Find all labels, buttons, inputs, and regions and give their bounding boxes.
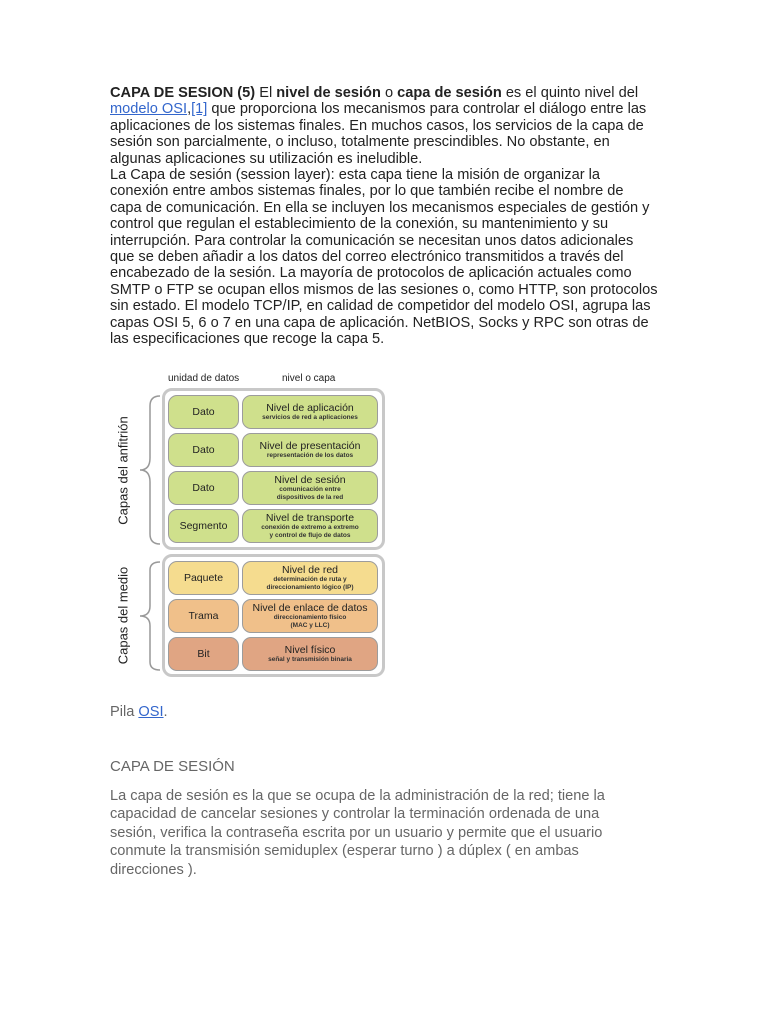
level-desc: determinación de ruta y direccionamiento lógico (IP) <box>266 575 354 591</box>
level-name: Nivel físico <box>284 643 336 656</box>
unit-label: Paquete <box>183 571 224 584</box>
level-cell <box>242 561 378 595</box>
header-unit: unidad de datos <box>168 373 240 384</box>
term-nivel-de-sesion: nivel de sesión <box>276 85 381 101</box>
level-cell <box>242 637 378 671</box>
link-reference-1[interactable]: [1] <box>191 101 208 118</box>
text-fragment: o <box>380 85 398 101</box>
unit-label: Bit <box>197 647 210 660</box>
brace-media-icon <box>140 562 160 670</box>
unit-label: Trama <box>188 609 219 622</box>
level-cell <box>242 599 378 633</box>
text-fragment: es el quinto nivel del <box>501 85 639 101</box>
figure-caption <box>110 704 168 720</box>
level-desc: conexión de extremo a extremo y control de flujo de datos <box>261 523 359 539</box>
term-capa-de-sesion: capa de sesión <box>397 85 502 101</box>
unit-cell <box>168 599 239 633</box>
side-label-host: Capas del anfitrión <box>115 416 131 525</box>
unit-cell <box>168 561 239 595</box>
section-body: La capa de sesión es la que se ocupa de la administración de la red; tiene la capacidad de cancelar sesiones y controlar la terminación ordenada de una sesión, verifica la contraseña escrita por un usuario y permite que el usuario conmute la transmisión semiduplex (esperar turno ) a dúplex ( en ambas direcciones ). <box>110 788 605 878</box>
link-modelo-osi[interactable]: modelo OSI <box>110 101 188 118</box>
unit-cell <box>168 471 239 505</box>
side-label-media: Capas del medio <box>115 566 131 665</box>
article-title: CAPA DE SESION (5) <box>110 85 256 101</box>
level-desc: direccionamiento físico (MAC y LLC) <box>273 613 347 629</box>
brace-host-icon <box>140 396 160 544</box>
caption-text: Pila <box>110 704 139 720</box>
unit-cell <box>168 509 239 543</box>
level-desc: comunicación entre dispositivos de la red <box>276 485 344 501</box>
level-cell <box>242 471 378 505</box>
level-name: Nivel de red <box>281 563 339 576</box>
level-name: Nivel de aplicación <box>266 401 354 414</box>
brace-icons <box>130 392 164 682</box>
unit-label: Dato <box>192 481 215 494</box>
unit-cell <box>168 433 239 467</box>
text-fragment: El <box>255 85 277 101</box>
unit-label: Segmento <box>179 519 228 532</box>
caption-end: . <box>163 704 168 720</box>
article-body <box>110 85 658 348</box>
unit-label: Dato <box>192 443 215 456</box>
paragraph-session-layer: La Capa de sesión (session layer): esta capa tiene la misión de organizar la conexión entre ambos sistemas finales, por lo que también recibe el nombre de capa de comunicación. En ella se incluyen los mecanismos especiales de gestión y control que regulan el establecimiento de la conexión, su mantenimiento y su interrupción. Para controlar la comunicación se necesitan unos datos adicionales que se deben añadir a los datos del correo electrónico transmitidos a través del encabezado de la sesión. La mayoría de protocolos de aplicación actuales como SMTP o FTP se ocupan ellos mismos de las sesiones o, como HTTP, son protocolos sin estado. El modelo TCP/IP, en calidad de competidor del modelo OSI, agrupa las capas OSI 5, 6 o 7 en una capa de aplicación. NetBIOS, Socks y RPC son otras de las especificaciones que recoge la capa 5. <box>110 167 658 348</box>
unit-label: Dato <box>192 405 215 418</box>
level-cell <box>242 509 378 543</box>
level-cell <box>242 395 378 429</box>
level-name: Nivel de presentación <box>259 439 361 452</box>
level-name: Nivel de enlace de datos <box>252 601 368 614</box>
text-fragment: , <box>187 101 192 118</box>
unit-cell <box>168 395 239 429</box>
section-heading: CAPA DE SESIÓN <box>110 758 235 775</box>
level-desc: representación de los datos <box>266 451 354 459</box>
level-cell <box>242 433 378 467</box>
unit-cell <box>168 637 239 671</box>
level-name: Nivel de sesión <box>274 473 346 486</box>
level-desc: señal y transmisión binaria <box>268 655 352 663</box>
link-osi[interactable]: OSI <box>138 704 164 720</box>
header-level: nivel o capa <box>282 373 336 384</box>
text-fragment: que proporciona los mecanismos para controlar el diálogo entre las aplicaciones de los sistemas finales. En muchos casos, los servicios de la capa de sesión son parcialmente, o incluso, totalmente prescindibles. No obstante, en algunas aplicaciones su utilización es ineludible. <box>110 101 647 167</box>
level-name: Nivel de transporte <box>265 511 355 524</box>
level-desc: servicios de red a aplicaciones <box>262 413 358 421</box>
